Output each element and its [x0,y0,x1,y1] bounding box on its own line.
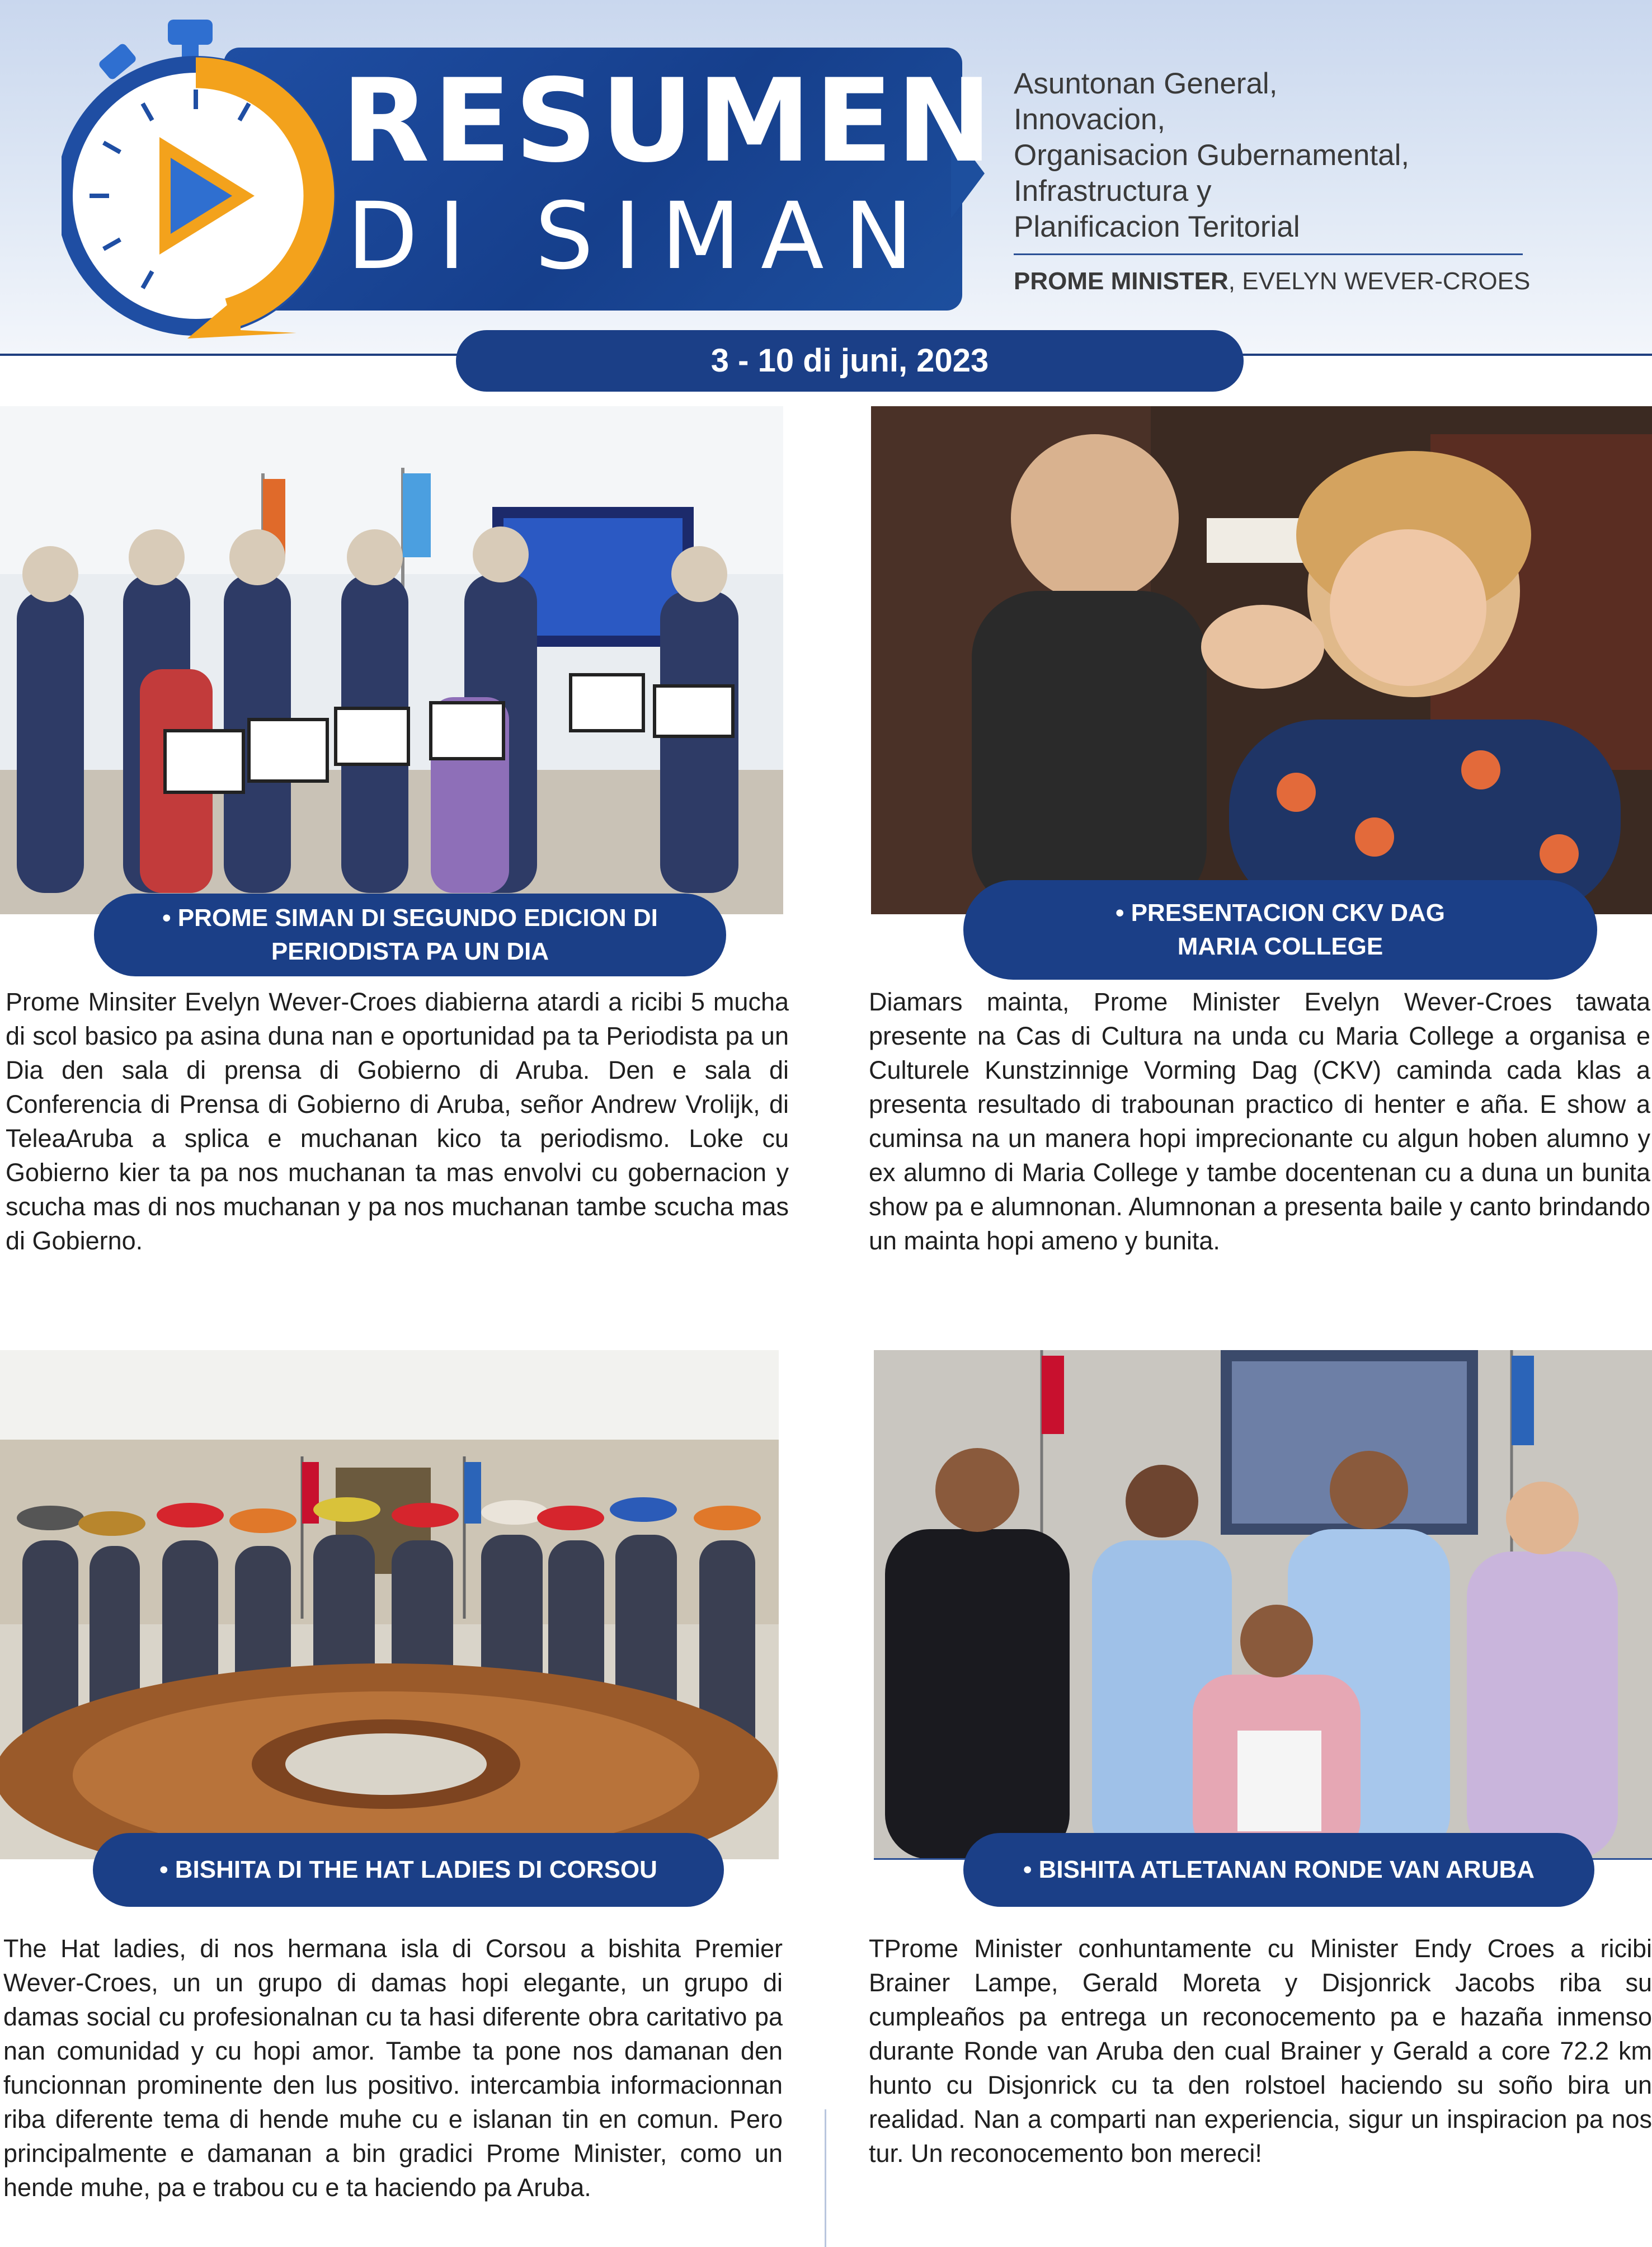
logo-title: RESUMEN [341,55,996,188]
article-3-caption-line1: • BISHITA DI THE HAT LADIES DI CORSOU [159,1856,657,1883]
article-2-caption [963,880,1597,980]
stopwatch-icon [62,11,375,347]
article-3-photo [0,1350,779,1859]
article-1-caption [94,894,726,976]
article-4-caption-line1: • BISHITA ATLETANAN RONDE VAN ARUBA [1023,1856,1535,1883]
pm-title: PROME MINISTER [1014,267,1229,295]
resumen-di-siman-logo [62,11,996,347]
department-block [1014,66,1618,245]
department-line: Asuntonan General, [1014,67,1278,100]
department-divider [1014,253,1523,255]
date-banner: 3 - 10 di juni, 2023 [456,330,1244,392]
article-1-body: Prome Minsiter Evelyn Wever-Croes diabierna atardi a ricibi 5 mucha di scol basico pa asina duna nan e oportunidad pa ta Periodista pa un Dia den sala di prensa di Gobierno di Aruba. Den e sala di Conferencia di Prensa di Gobierno di Aruba, señor Andrew Vrolijk, di TeleaAruba a splica e muchanan kico ta periodismo. Loke cu Gobierno kier ta pa nos muchanan ta mas envolvi cu gobernacion y scucha mas di nos muchanan y pa nos muchanan tambe scucha mas di Gobierno. [6,988,789,1255]
prime-minister-line [1014,267,1629,295]
logo-subtitle: DI SIMAN [347,182,934,290]
department-line: Innovacion, [1014,103,1166,136]
article-2-photo [871,406,1652,914]
article-3-caption [93,1833,724,1907]
article-1-caption-line2: PERIODISTA PA UN DIA [271,938,549,965]
department-line: Infrastructura y [1014,175,1212,208]
article-4-caption [963,1833,1594,1907]
article-2-body: Diamars mainta, Prome Minister Evelyn Wever-Croes tawata presente na Cas di Cultura na unda cu Maria College a organisa e Culturele Kunstzinnige Vorming Dag (CKV) caminda cada klas a presenta resultado di trabounan practico di henter e aña. E show a cuminsa na un manera hopi imprecionante cu algun hoben alumno y ex alumno di Maria College y tambe docentenan cu a duna un bunita show pa e alumnonan. Alumnonan a presenta baile y canto brindando un mainta hopi ameno y bunita. [869,988,1650,1255]
article-1-photo [0,406,783,914]
department-line: Organisacion Gubernamental, [1014,139,1410,172]
article-2-caption-line2: MARIA COLLEGE [1177,933,1383,960]
article-3-body: The Hat ladies, di nos hermana isla di Corsou a bishita Premier Wever-Croes, un un grupo di damas hopi elegante, un grupo di damas social cu profesionalnan cu ta hasi diferente obra caritativo pa nan comunidad y cu hopi amor. Tambe ta pone nos damanan den funcionnan prominente den lus positivo. intercambia informacionnan riba diferente tema di hende muhe cu e islanan tin en comun. Pero principalmente e damanan a bin gradici Prome Minister, como un hende muhe, pa e trabou cu e ta haciendo pa Aruba. [3,1934,783,2202]
article-4-photo [874,1350,1652,1859]
pm-name: , EVELYN WEVER-CROES [1228,267,1531,295]
article-1-caption-line1: • PROME SIMAN DI SEGUNDO EDICION DI [162,904,658,932]
article-4-body: TProme Minister conhuntamente cu Minister Endy Croes a ricibi Brainer Lampe, Gerald Moreta y Disjonrick Jacobs riba su cumpleaños pa entrega un reconocemento pa e hazaña inmenso durante Ronde van Aruba den cual Brainer y Gerald a core 72.2 km hunto cu Disjonrick cu ta den rolstoel haciendo su soño bira un realidad. Nan a comparti nan experiencia, sigur un inspiracion pa nos tur. Un reconocemento bon mereci! [869,1934,1652,2168]
article-2-caption-line1: • PRESENTACION CKV DAG [1115,899,1446,927]
column-divider [825,2109,826,2247]
department-line: Planificacion Teritorial [1014,210,1300,243]
